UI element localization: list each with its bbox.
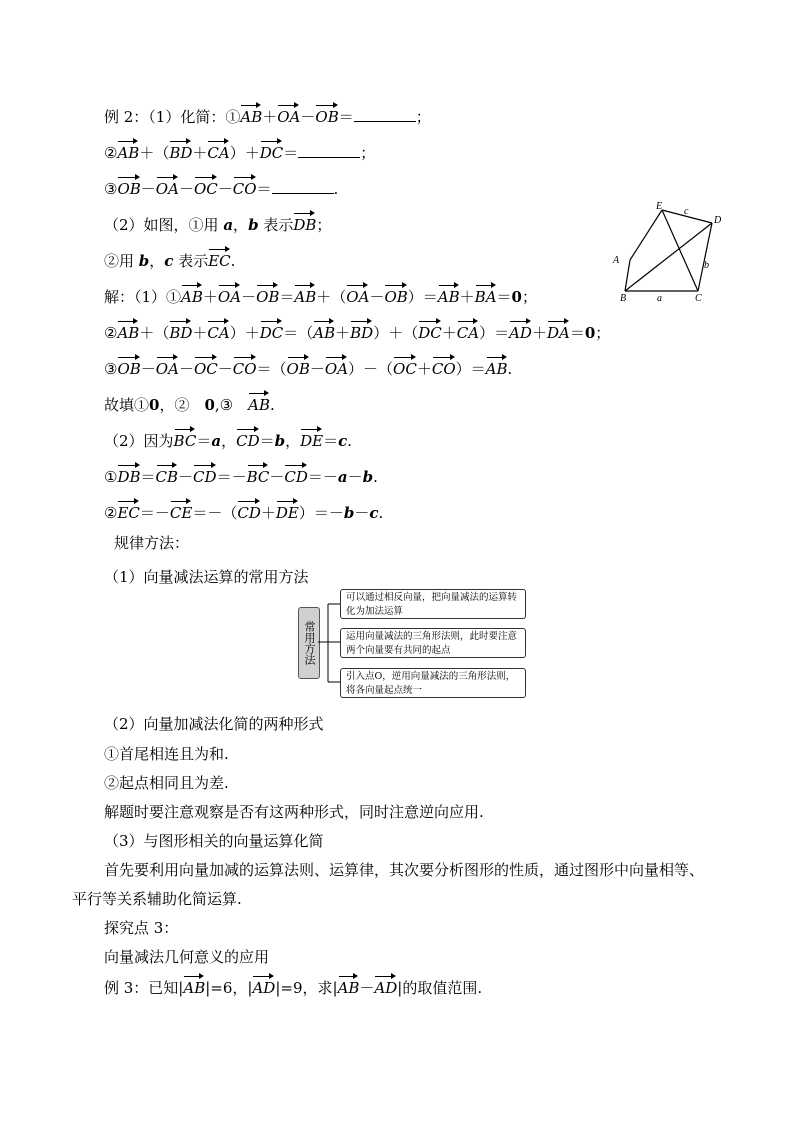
solution-line1: 解：（1）①AB＋OA－OB＝AB＋（OA－OB）＝AB＋BA＝0； [104, 284, 537, 308]
explore-subtitle: 向量减法几何意义的应用 [104, 948, 270, 966]
geometry-figure [600, 198, 730, 308]
ex2-line3: ③OB－OA－OC－CO＝ . [104, 176, 338, 200]
label-E: E [656, 201, 663, 212]
label-D: D [714, 215, 722, 226]
label-B: B [620, 293, 627, 304]
segment-EC [662, 210, 698, 291]
method-sub3: （3）与图形相关的向量运算化简 [104, 832, 324, 850]
segment-BD [625, 223, 712, 291]
method-form2: ②起点相同且为差. [104, 774, 229, 792]
ex2-q2a: （2）如图，①用 a，b 表示DB； [104, 212, 331, 236]
label-A: A [613, 255, 620, 266]
solution-line4: （2）因为BC＝a，CD＝b，DE＝c. [104, 428, 352, 452]
label-a: a [657, 293, 662, 304]
solution-line2: ②AB＋（BD＋CA）＋DC＝（AB＋BD）＋（DC＋CA）＝AD＋DA＝0； [104, 320, 610, 344]
ex2-q2b: ②用 b，c 表示EC. [104, 248, 235, 272]
label-b: b [704, 260, 709, 271]
method-note: 解题时要注意观察是否有这两种形式，同时注意逆向应用. [104, 803, 484, 821]
method-item-1: 可以通过相反向量，把向量减法的运算转化为加法运算 [340, 589, 526, 619]
method-sub2: （2）向量加减法化简的两种形式 [104, 715, 324, 733]
method-form1: ①首尾相连且为和. [104, 745, 229, 763]
ex2-line1: 例 2：（1）化简：①AB＋OA－OB＝ ； [104, 104, 431, 128]
answer-blank [272, 179, 334, 194]
method-title: 规律方法： [114, 534, 190, 552]
answer-blank [298, 143, 360, 158]
ex2-line2: ②AB＋（BD＋CA）＋DC＝ ； [104, 140, 375, 164]
label-C: C [695, 293, 702, 304]
answer-blank [354, 107, 416, 122]
label-c: c [684, 206, 689, 217]
method-para-line1: 首先要利用向量加减的运算法则、运算律，其次要分析图形的性质，通过图形中向量相等、 [104, 861, 705, 879]
explore-title: 探究点 3： [104, 919, 179, 937]
segment-CD [698, 223, 712, 291]
method-diagram-root: 常用方法 [298, 607, 320, 679]
solution-fill: 故填①0，② 0,③ AB. [104, 392, 275, 416]
solution-line5: ①DB＝CB－CD＝－BC－CD＝－a－b. [104, 464, 378, 488]
segment-AB [625, 260, 630, 291]
example3: 例 3：已知|AB|=6，|AD|=9，求|AB－AD|的取值范围. [104, 975, 482, 999]
method-item-2: 运用向量减法的三角形法则，此时要注意两个向量要有共同的起点 [340, 628, 526, 658]
method-item-3: 引入点O，逆用向量减法的三角形法则，将各向量起点统一 [340, 668, 526, 698]
method-para-line2: 平行等关系辅助化简运算. [72, 890, 242, 908]
method-sub1: （1）向量减法运算的常用方法 [104, 568, 309, 586]
solution-line6: ②EC＝－CE＝－（CD＋DE）＝－b－c. [104, 500, 383, 524]
method-diagram-brace [318, 600, 342, 690]
segment-EA [630, 210, 662, 260]
solution-line3: ③OB－OA－OC－CO＝（OB－OA）－（OC＋CO）＝AB. [104, 356, 512, 380]
